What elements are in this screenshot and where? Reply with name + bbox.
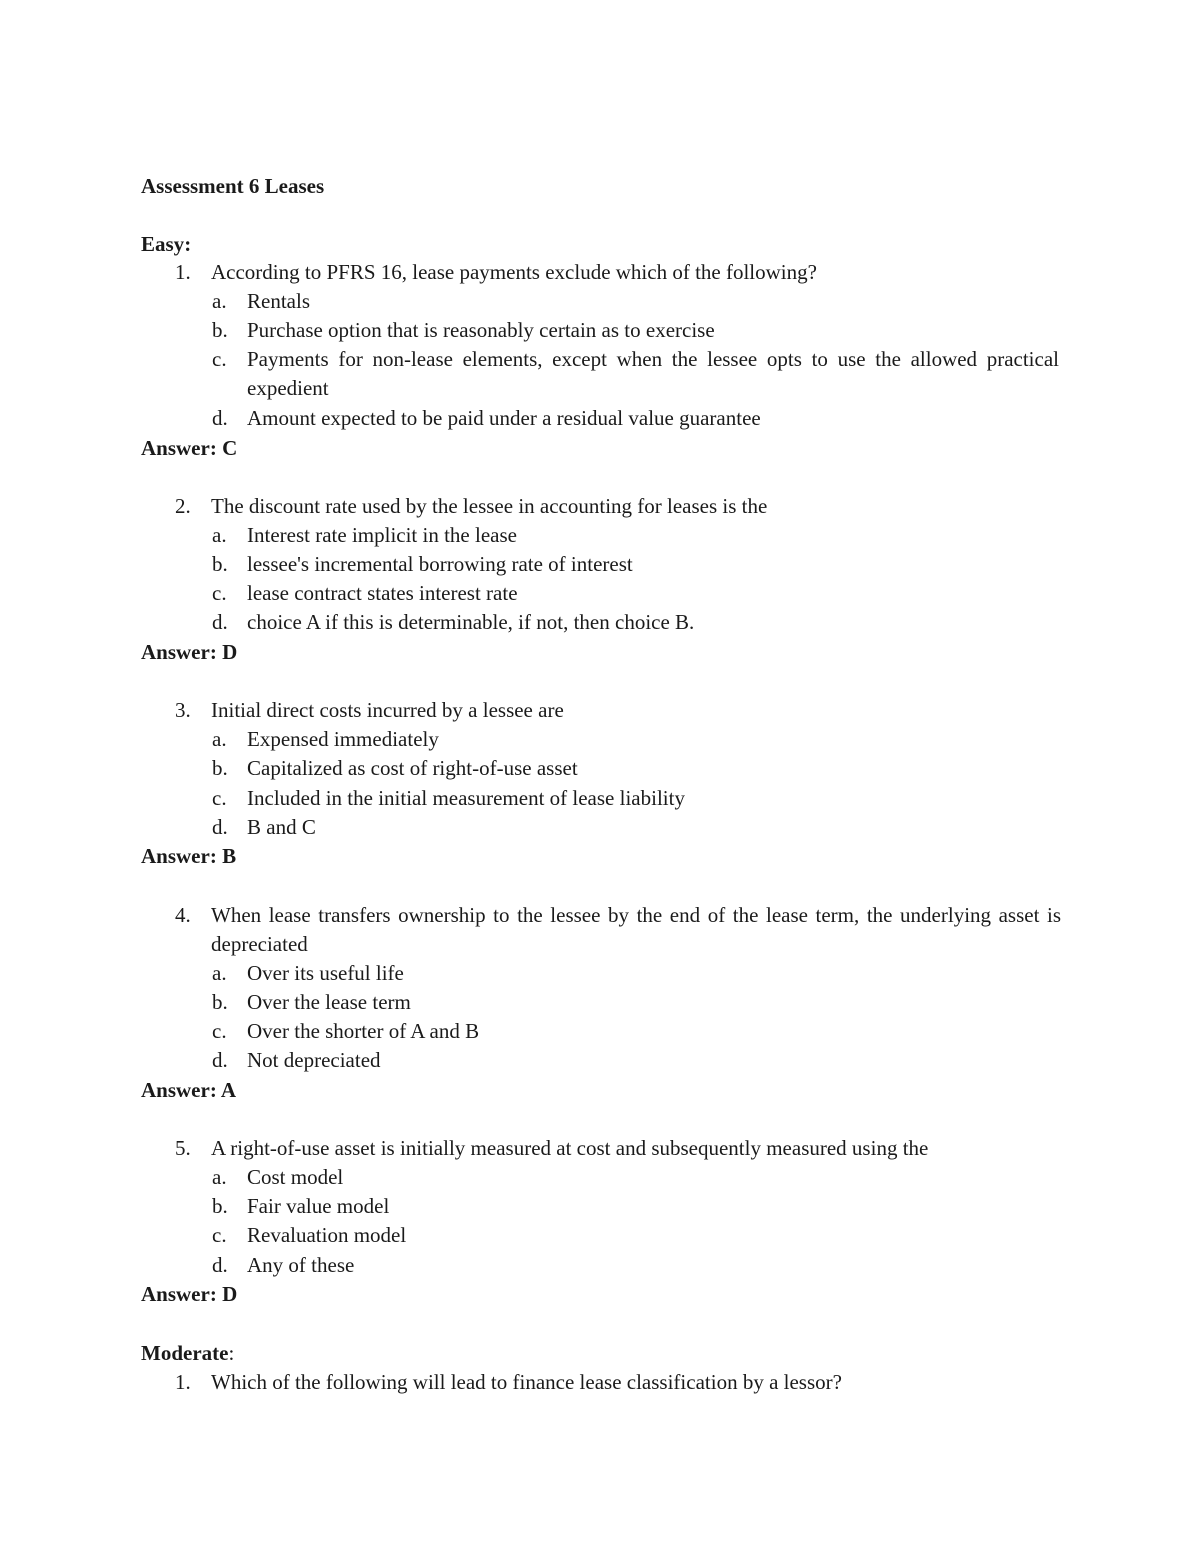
option-letter: d. [212,406,228,430]
option-text: Included in the initial measurement of lease liability [247,786,685,810]
option-letter: d. [212,610,228,634]
question-text: Which of the following will lead to finance lease classification by a lessor? [211,1370,842,1394]
option-text: Capitalized as cost of right-of-use asset [247,756,578,780]
option-letter: c. [212,347,227,371]
question-number: 2. [175,494,191,518]
option-text: Rentals [247,289,310,313]
question-text: A right-of-use asset is initially measured at cost and subsequently measured using the [211,1136,929,1160]
option-letter: a. [212,289,227,313]
option-text: B and C [247,815,316,839]
option-letter: b. [212,990,228,1014]
section-heading-suffix: : [184,232,192,256]
option-text: Cost model [247,1165,344,1189]
answer-key: Answer: D [141,640,238,664]
section-heading-suffix: : [228,1341,235,1365]
question-number: 1. [175,260,191,284]
section-heading-label: Moderate [141,1341,229,1365]
option-text: Interest rate implicit in the lease [247,523,517,547]
option-letter: b. [212,318,228,342]
option-letter: b. [212,756,228,780]
question-number: 4. [175,903,191,927]
option-text: Revaluation model [247,1223,407,1247]
section-heading-moderate [141,1339,234,1367]
answer-key: Answer: D [141,1282,238,1306]
option-text: Over its useful life [247,961,404,985]
option-text: Not depreciated [247,1048,381,1072]
option-text: Over the shorter of A and B [247,1019,480,1043]
question-text: Initial direct costs incurred by a lessee are [211,698,564,722]
option-text: Any of these [247,1253,355,1277]
answer-key: Answer: B [141,844,237,868]
question-number: 1. [175,1370,191,1394]
document-title: Assessment 6 Leases [141,174,325,198]
question-text: According to PFRS 16, lease payments exclude which of the following? [211,260,817,284]
option-letter: a. [212,1165,227,1189]
section-heading-label: Easy [141,232,185,256]
option-text: Expensed immediately [247,727,439,751]
option-letter: d. [212,815,228,839]
option-letter: c. [212,786,227,810]
option-text: Amount expected to be paid under a residual value guarantee [247,406,761,430]
question-number: 5. [175,1136,191,1160]
answer-key: Answer: C [141,436,238,460]
option-text: Purchase option that is reasonably certain as to exercise [247,318,715,342]
answer-key: Answer: A [141,1078,237,1102]
question-text: The discount rate used by the lessee in accounting for leases is the [211,494,768,518]
option-letter: d. [212,1253,228,1277]
option-text: lease contract states interest rate [247,581,518,605]
question-number: 3. [175,698,191,722]
option-text: Payments for non-lease elements, except when the lessee opts to use the allowed practical expedient [247,347,1059,400]
option-letter: c. [212,1019,227,1043]
option-letter: a. [212,727,227,751]
option-letter: d. [212,1048,228,1072]
option-letter: a. [212,523,227,547]
option-letter: b. [212,1194,228,1218]
option-text: Fair value model [247,1194,390,1218]
option-text: Over the lease term [247,990,411,1014]
option-letter: c. [212,581,227,605]
option-letter: c. [212,1223,227,1247]
option-letter: b. [212,552,228,576]
question-text: When lease transfers ownership to the lessee by the end of the lease term, the underlying asset is depreciated [211,903,1061,956]
section-heading-easy [141,230,191,258]
option-text: choice A if this is determinable, if not, then choice B. [247,610,695,634]
option-letter: a. [212,961,227,985]
option-text: lessee's incremental borrowing rate of interest [247,552,633,576]
